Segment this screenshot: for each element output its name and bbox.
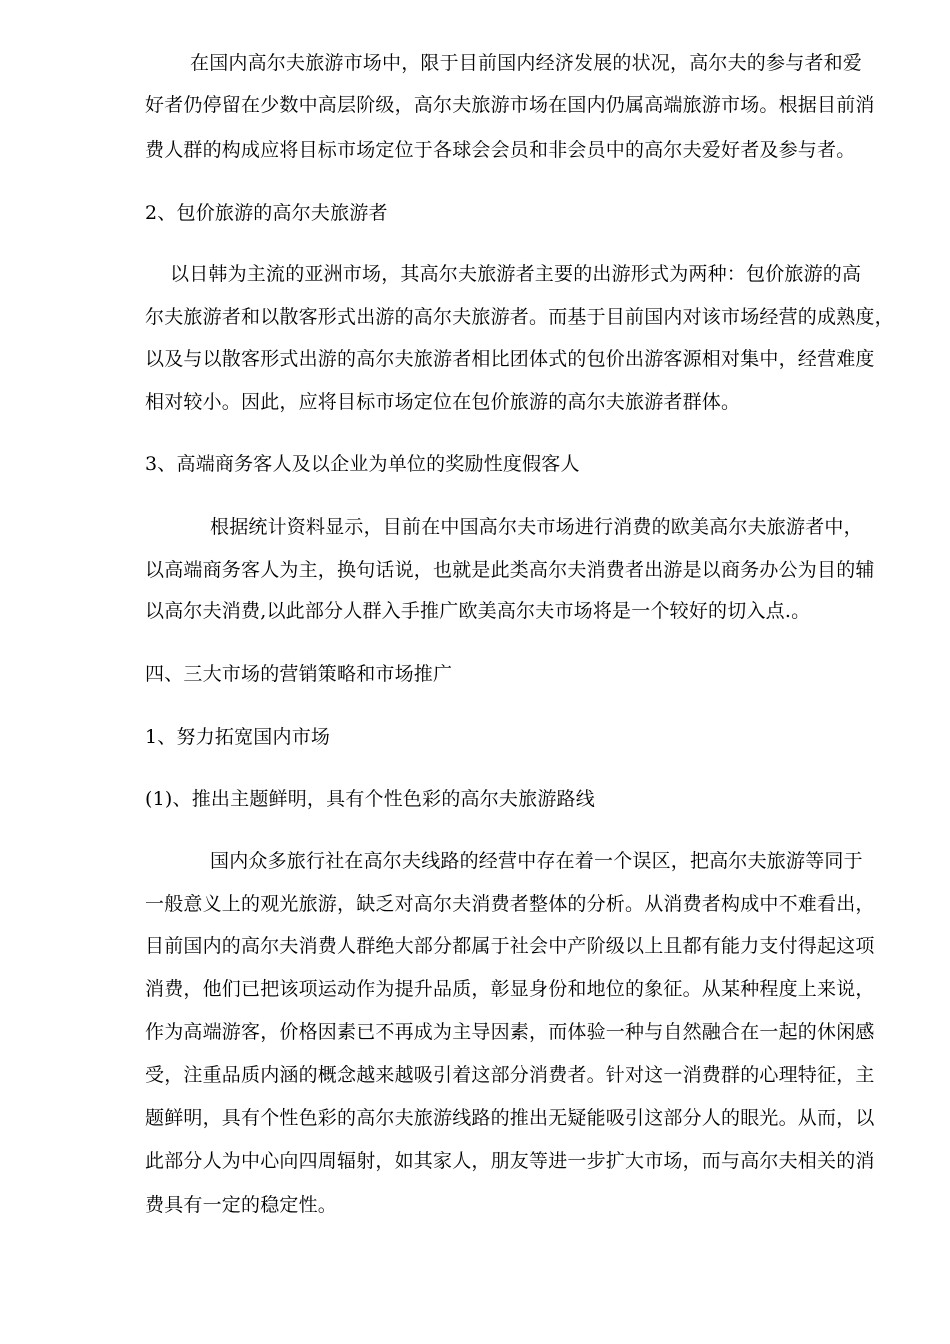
paragraph-line: 以及与以散客形式出游的高尔夫旅游者相比团体式的包价出游客源相对集中，经营难度 <box>145 348 875 370</box>
section-heading: 3、高端商务客人及以企业为单位的奖励性度假客人 <box>145 453 580 475</box>
section-heading: 1、努力拓宽国内市场 <box>145 726 331 748</box>
paragraph-line: 以高端商务客人为主，换句话说，也就是此类高尔夫消费者出游是以商务办公为目的辅 <box>145 559 875 581</box>
paragraph-line: 消费，他们已把该项运动作为提升品质，彰显身份和地位的象征。从某种程度上来说， <box>145 978 875 1000</box>
paragraph-line: 好者仍停留在少数中高层阶级，高尔夫旅游市场在国内仍属高端旅游市场。根据目前消 <box>145 94 875 116</box>
paragraph-line: 以高尔夫消费,以此部分人群入手推广欧美高尔夫市场将是一个较好的切入点.。 <box>145 600 811 622</box>
paragraph-line: 此部分人为中心向四周辐射，如其家人，朋友等进一步扩大市场，而与高尔夫相关的消 <box>145 1150 875 1172</box>
paragraph-line: 一般意义上的观光旅游，缺乏对高尔夫消费者整体的分析。从消费者构成中不难看出， <box>145 893 875 915</box>
paragraph-line: 以日韩为主流的亚洲市场，其高尔夫旅游者主要的出游形式为两种：包价旅游的高 <box>170 263 862 285</box>
paragraph-line: 题鲜明，具有个性色彩的高尔夫旅游线路的推出无疑能吸引这部分人的眼光。从而，以 <box>145 1107 875 1129</box>
paragraph-line: 在国内高尔夫旅游市场中，限于目前国内经济发展的状况，高尔夫的参与者和爱 <box>190 52 863 74</box>
paragraph-line: 目前国内的高尔夫消费人群绝大部分都属于社会中产阶级以上且都有能力支付得起这项 <box>145 935 875 957</box>
section-heading: 2、包价旅游的高尔夫旅游者 <box>145 202 388 224</box>
paragraph-line: 费人群的构成应将目标市场定位于各球会会员和非会员中的高尔夫爱好者及参与者。 <box>145 139 856 161</box>
paragraph-line: 作为高端游客，价格因素已不再成为主导因素，而体验一种与自然融合在一起的休闲感 <box>145 1021 875 1043</box>
paragraph-line: 尔夫旅游者和以散客形式出游的高尔夫旅游者。而基于目前国内对该市场经营的成熟度， <box>145 306 894 328</box>
paragraph-line: 国内众多旅行社在高尔夫线路的经营中存在着一个误区，把高尔夫旅游等同于 <box>210 850 863 872</box>
paragraph-line: 相对较小。因此，应将目标市场定位在包价旅游的高尔夫旅游者群体。 <box>145 391 741 413</box>
subsection-heading: (1)、推出主题鲜明，具有个性色彩的高尔夫旅游路线 <box>145 788 595 810</box>
chapter-heading: 四、三大市场的营销策略和市场推广 <box>145 663 453 685</box>
paragraph-line: 费具有一定的稳定性。 <box>145 1194 338 1216</box>
paragraph-line: 根据统计资料显示，目前在中国高尔夫市场进行消费的欧美高尔夫旅游者中， <box>210 516 863 538</box>
paragraph-line: 受，注重品质内涵的概念越来越吸引着这部分消费者。针对这一消费群的心理特征，主 <box>145 1064 875 1086</box>
